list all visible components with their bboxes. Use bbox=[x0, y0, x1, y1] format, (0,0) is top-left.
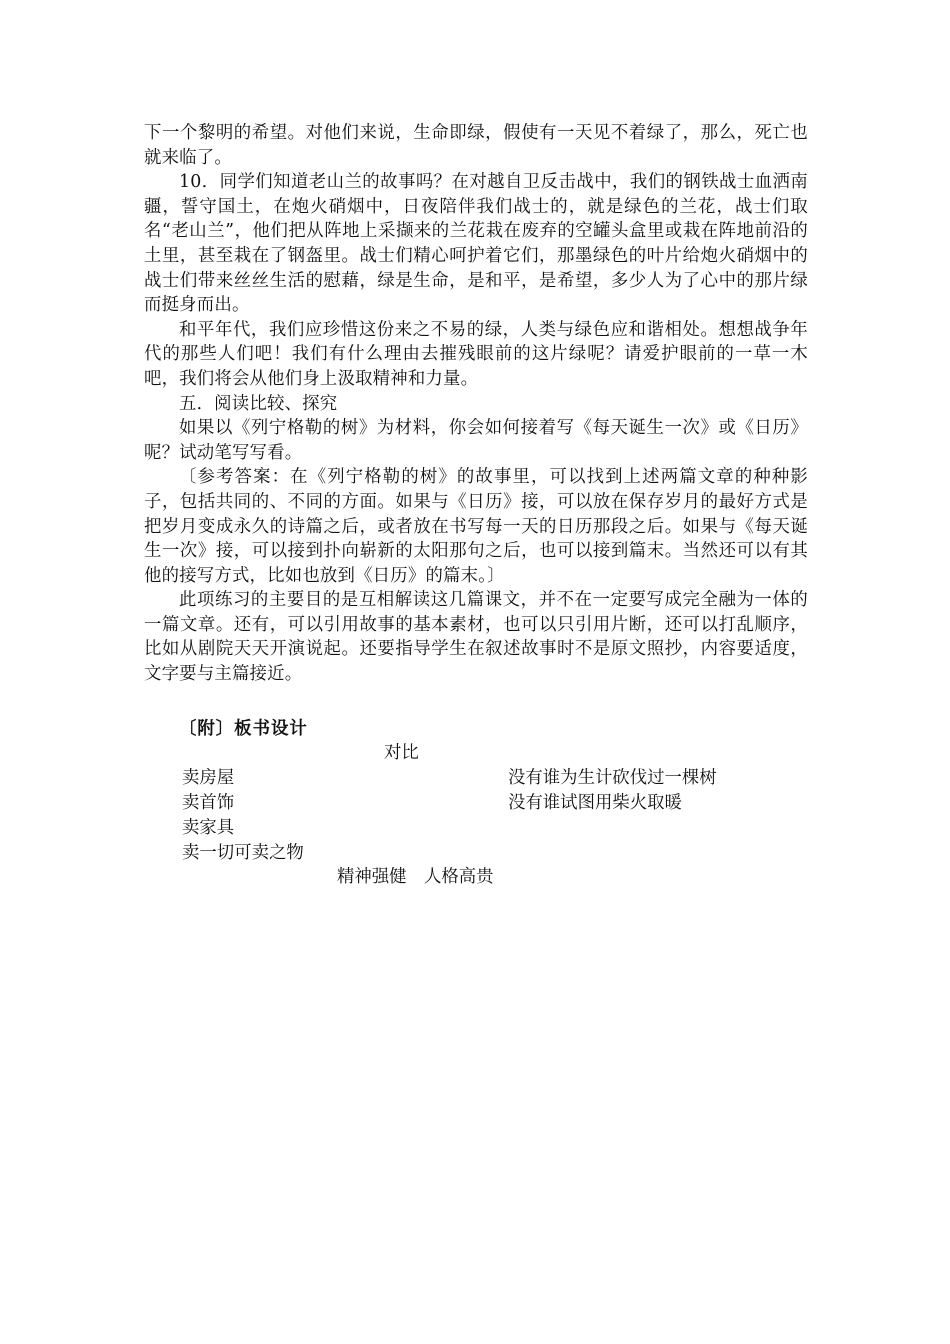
board-left-item: 卖房屋 bbox=[182, 768, 235, 789]
board-left-item: 卖一切可卖之物 bbox=[182, 843, 304, 864]
section-heading-compare: 五．阅读比较、探究 bbox=[179, 393, 338, 414]
board-right-item: 没有谁为生计砍伐过一棵树 bbox=[508, 768, 717, 789]
document-page bbox=[144, 121, 808, 891]
paragraph-reference-answer: 〔参考答案：在《列宁格勒的树》的故事里，可以找到上述两篇文章的种种影子，包括共同的、不同的方面。如果与《日历》接，可以放在保存岁月的最好方式是把岁月变成永久的诗篇之后，或者放在书写每一天的日历那段之后。如果与《每天诞生一次》接，可以接到扑向崭新的太阳那句之后，也可以接到篇末。当然还可以有其他的接写方式，比如也放到《日历》的篇末。〕 bbox=[144, 467, 808, 586]
section-gap bbox=[144, 687, 808, 717]
board-left-item: 卖家具 bbox=[182, 818, 235, 839]
board-center-label: 对比 bbox=[384, 743, 419, 764]
paragraph-peace: 和平年代，我们应珍惜这份来之不易的绿，人类与绿色应和谐相处。想想战争年代的那些人们吧！我们有什么理由去摧残眼前的这片绿呢？请爱护眼前的一草一木吧，我们将会从他们身上汲取精神和力量。 bbox=[144, 319, 808, 389]
paragraph-question: 如果以《列宁格勒的树》为材料，你会如何接着写《每天诞生一次》或《日历》呢？试动笔写写看。 bbox=[144, 418, 808, 463]
paragraph-continuation: 下一个黎明的希望。对他们来说，生命即绿，假使有一天见不着绿了，那么，死亡也就来临了。 bbox=[144, 123, 808, 168]
paragraph-laoshanlan: 10．同学们知道老山兰的故事吗？在对越自卫反击战中，我们的钢铁战士血洒南疆，誓守国土，在炮火硝烟中，日夜陪伴我们战士的，就是绿色的兰花，战士们取名“老山兰”，他们把从阵地上采撷来的兰花栽在废弃的空罐头盒里或栽在阵地前沿的土里，甚至栽在了钢盔里。战士们精心呵护着它们，那墨绿色的叶片给炮火硝烟中的战士们带来丝丝生活的慰藉，绿是生命，是和平，是希望，多少人为了心中的那片绿而挺身而出。 bbox=[144, 172, 808, 316]
board-conclusion: 精神强健 人格高贵 bbox=[337, 867, 494, 888]
board-design-title: 〔附〕板书设计 bbox=[179, 718, 308, 739]
board-left-item: 卖首饰 bbox=[182, 793, 235, 814]
board-right-item: 没有谁试图用柴火取暖 bbox=[508, 793, 682, 814]
board-design bbox=[144, 741, 808, 891]
paragraph-exercise-purpose: 此项练习的主要目的是互相解读这几篇课文，并不在一定要写成完全融为一体的一篇文章。还有，可以引用故事的基本素材，也可以只引用片断，还可以打乱顺序，比如从剧院天天开演说起。还要指导学生在叙述故事时不是原文照抄，内容要适度，文字要与主篇接近。 bbox=[144, 590, 808, 685]
